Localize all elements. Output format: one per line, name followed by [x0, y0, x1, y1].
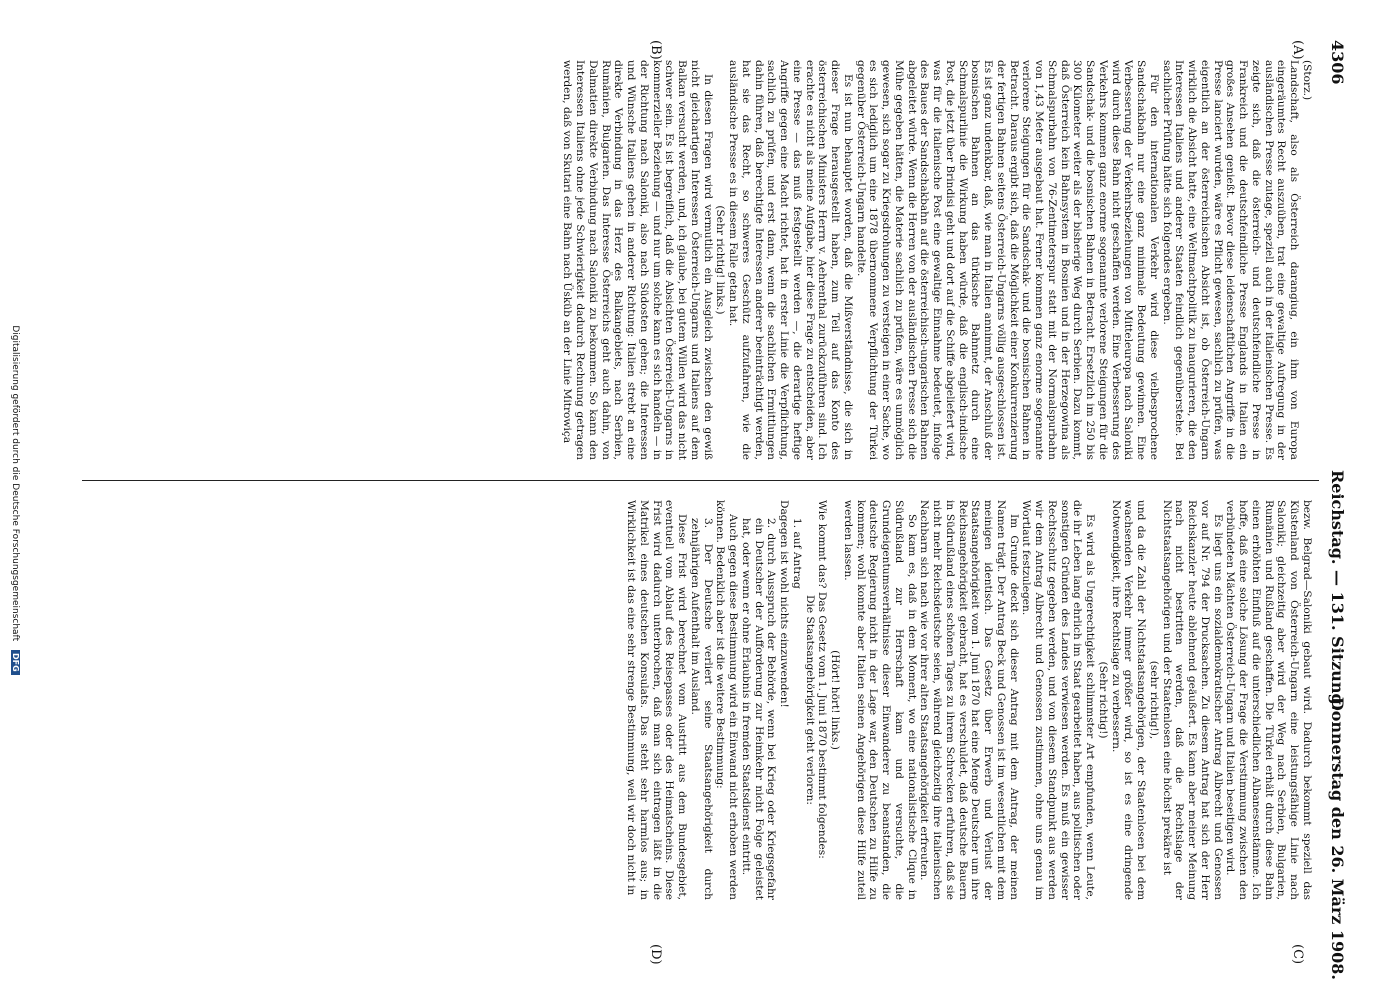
- paragraph: Es wird als Ungerechtigkeit schlimmster Art empfunden, wenn Leute, die ihr Leben lang ehrlich im Staat gearbeitet haben, aus politischen oder sonstigen Gründen des Landes verwiesen werden. Es muß ein gewisser Rechtsschutz gegeben werden, und von diesem Standpunkt aus werden wir dem Antrag Albrecht und Genossen zustimmen, ohne uns genau im Wortlaut festzulegen.: [1020, 500, 1097, 900]
- paragraph: Die Staatsangehörigkeit geht verloren:: [803, 595, 816, 805]
- paragraph: Im Grunde deckt sich dieser Antrag mit dem Antrag, der meinen Namen trägt. Der Antrag Beck und Genossen ist im wesentlichen mit dem meinigen identisch. Das Gesetz über Erwerb und Verlust der Staatsangehörigkeit vom 1. Juni 1870 hat eine Menge Deutscher um ihre Reichsangehörigkeit gebracht, hat es verschuldet, daß deutsche Bauern in Südrußland eines schönen Tages zu ihrem Schrecken erfuhren, daß sie nicht mehr Reichsdeutsche seien, während gleichzeitig ihre italienischen Nachbarn sich nach wie vor ihrer alten Staatsangehörigkeit erfreuten.: [918, 500, 1020, 900]
- paragraph: Es liegt uns ein sozialdemokratischer Antrag Albrecht und Genossen vor auf Nr. 794 der Drucksachen. Zu diesem Antrag hat sich der Herr Reichskanzler heute ablehnend geäußert. Es kann aber meiner Meinung nach nicht bestritten werden, daß die Rechtslage der Nichtstaatsangehörigen und der Staatenlosen eine höchst prekäre ist: [1160, 500, 1224, 900]
- paragraph: 3. Der Deutsche verliert seine Staatsangehörigkeit durch zehnjährigen Aufenthalt im Ausland.: [689, 518, 714, 900]
- paragraph: Landschaft, also als Österreich darangiug, ein ihm von Europa eingeräumtes Recht auszuüben, trat eine gewaltige Aufregung in der ausländischen Presse zutage, speziell auch in der italienischen Presse. Es zeigte sich, daß die österreich- und deutschfeindliche Presse in Frankreich und die deutschfeindliche Presse Englands in Italien ein großes Ansehen genießt. Bevor diese leidenschaftlichen Angriffe in die Presse lanciert wurden, wäre es Pflicht gewesen, sachlich zu prüfen, was eigentlich an der österreichischen Absicht ist, ob Österreich-Ungarn wirklich die Absicht hatte, eine Weltmachtpolitik zu inaugurieren, die den Interessen Italiens und anderer Staaten feindlich gegenüberstehe. Bei sachlicher Prüfung hätte sich folgendes ergeben.: [1160, 60, 1301, 460]
- paragraph: (sehr richtig!),: [1148, 660, 1160, 740]
- margin-mark-b: (B): [648, 40, 663, 60]
- paragraph: bezw. Belgrad—Saloniki gebaut wird. Dadurch bekommt speziell das Küstenland von Österreich-Ungarn eine leistungsfähige Linie nach Saloniki; gleichzeitig aber wird der Weg nach Serbien, Bulgarien, Rumänien und Rußland geschaffen. Die Türkei erhält durch diese Bahn einen erhöhten Einfluß auf die unterschiedlichen Albanesenstämme. Ich hoffe, daß eine solche Lösung der Frage die Verstimmung zwischen den verbündeten Mächten Österreich-Ungarn und Italien beseitigen wird.: [1224, 500, 1313, 900]
- column-divider: [82, 480, 1319, 481]
- left-text-column: [82, 60, 1313, 460]
- paragraph: So kam es, daß in dem Moment, wo eine nationalistische Clique in Südrußland zur Herrschaft kam und versuchte, die Grundeigentumsverhältnisse dieser Einwanderer zu beanstanden, die deutsche Regierung nicht in der Lage war, den Deutschen zu Hilfe zu kommen; wohl konnte aber Italien seinen Angehörigen diese Hilfe zuteil werden lassen.: [842, 500, 918, 900]
- paragraph: Für den internationalen Verkehr wird diese vielbesprochene Sandschakbahn nur eine ganz minimale Bedeutung gewinnen. Eine Verbesserung der Verkehrsbeziehungen von Mitteleuropa nach Saloniki wird durch diese Bahn nicht geschaffen werden. Eine Verbesserung des Verkehrs kommen ganz enorme sogenannte verlorene Steigungen für die Sandschak- und die bosnischen Bahnen in Betracht. Ersetzlich im 250 bis 300 Kilometer weiter als der bisherige Weg durch Serbien. Dazu kommt, daß Österreich kein Bahnsystem in Bosnien und in der Herzegowina als Schmalspurbahn von 76-Zentimeterspur statt mit der Normalspurbahn von 1,43 Meter ausgebaut hat. Ferner kommen ganz enorme sogenannte verlorene Steigungen für die Sandschak- und die bosnischen Bahnen in Betracht. Daraus ergibt sich, daß die Möglichkeit einer Konkurrenzierung der fertigen Bahnen seitens Österreich-Ungarns völlig ausgeschlossen ist. Es ist ganz undenkbar, daß, wie man in Italien annimmt, der Anschluß der bosnischen Bahnen an das türkische Bahnnetz durch eine Schmalspurlinie die Wirkung haben würde, daß die englisch-indische Post, die jetzt über Brindisi geht und dort auf die Schiffe abgeliefert wird, was für die italienische Post eine gewaltige Einnahme bedeutet, infolge des Baues der Sandschakbahn auf die österreichisch-ungarischen Bahnen abgeleitet würde. Wenn die Herren von der ausländischen Presse sich die Mühe gegeben hätten, die Materie sachlich zu prüfen, wäre es unmöglich gewesen, sich sogar zu Kriegsdrohungen zu versteigen in einer Sache, wo es sich lediglich um eine 1878 übernommene Verpflichtung der Türkei gegenüber Österreich-Ungarn handelte.: [854, 60, 1160, 460]
- paragraph: (Hört! hört! links.): [829, 650, 842, 750]
- paragraph: 1. auf Antrag: [791, 518, 803, 589]
- dfg-logo: DFG: [11, 650, 20, 675]
- paragraph: (Storz.): [1301, 60, 1313, 101]
- session-title: Reichstag. — 131. Sitzung.: [1328, 470, 1347, 711]
- paragraph: 2. durch Ausspruch der Behörde, wenn bei Krieg oder Kriegsgefahr ein Deutscher der Aufforderung zur Heimkehr nicht Folge geleistet hat, oder wenn er ohne Erlaubnis in fremden Staatsdienst eintritt.: [740, 518, 778, 900]
- margin-mark-c: (C): [1290, 944, 1305, 965]
- margin-mark-a: (A): [1290, 40, 1305, 60]
- right-text-column: [82, 500, 1313, 900]
- paragraph: Diese Frist wird berechnet vom Austritt aus dem Bundesgebiet, eventuell vom Ablauf des Reisepasses oder des Heimatscheins. Diese Frist wird dadurch unterbrochen, daß man sich eintragen läßt in die Matrikel eines deutschen Konsulats. Das steht sehr harmlos aus; in Wirklichkeit ist das eine sehr strenge Bestimmung, weil wir doch nicht in: [625, 500, 689, 900]
- margin-mark-d: (D): [648, 944, 663, 965]
- page-number: 4306: [1328, 40, 1347, 85]
- paragraph: (Sehr richtig! links.): [714, 205, 727, 315]
- digitization-footer: [6, 0, 20, 1000]
- paragraph: Dagegen ist wohl nichts einzuwenden!: [778, 500, 791, 708]
- paragraph: Auch gegen diese Bestimmung wird ein Einwand nicht erhoben werden können. Bedenklich aber ist die weitere Bestimmung:: [714, 500, 740, 900]
- session-date: Donnerstag den 26. März 1908.: [1328, 696, 1347, 980]
- paragraph: (Sehr richtig!): [1097, 661, 1109, 739]
- page-header: [1319, 40, 1347, 980]
- paragraph: Wie kommt das? Das Gesetz vom 1. Juni 1870 bestimmt folgendes:: [816, 500, 829, 859]
- paragraph: Es ist nun behauptet worden, daß die Mißverständnisse, die sich in dieser Frage herausgestellt haben, zum Teil auf das Konto des österreichischen Ministers Herrn v. Aehrenthal zurückzuführen sind. Ich erachte es nicht als meine Aufgabe, hier diese Frage zu entscheiden, aber eine Presse — das muß festgestellt werden —, die derartige heftige Angriffe gegen eine Macht richtet, hat in erster Linie die Verpflichtung, sachlich zu prüfen, und erst dann, wenn die sachlichen Ermittlungen dahin führen, daß berechtigte Interessen anderer beeinträchtigt werden, hat sie das Recht, so schweres Geschütz aufzufahren, wie die ausländische Presse es in diesem Falle getan hat.: [727, 60, 854, 460]
- paragraph: und da die Zahl der Nichtstaatsangehörigen, der Staatenlosen bei dem wachsenden Verkehr immer größer wird, so ist es eine dringende Notwendigkeit, ihre Rechtslage zu verbessern.: [1109, 500, 1148, 900]
- paragraph: In diesen Fragen wird vermutlich ein Ausgleich zwischen den gewiß nicht gleichartigen Interessen Österreich-Ungarns und Italiens auf dem Balkan versucht werden, und, ich glaube, bei gutem Willen wird das nicht schwer sein. Es ist begreiflich, daß die Absichten Österreich-Ungarns in kommerzieller Beziehung — und nur um solche kann es sich handeln — in der Richtung nach Saloniki, also nach Südosten gehen; die Interessen und Wünsche Italiens gehen in anderer Richtung: Italien strebt an eine direkte Verbindung in das Herz des Balkangebiets, nach Serbien, Rumänien, Bulgarien. Das Interesse Österreichs geht auch dahin, von Dalmatien direkte Verbindung nach Saloniki zu bekommen. So kann den Interessen Italiens ohne jede Schwierigkeit dadurch Rechnung getragen werden, daß von Skutari eine Bahn nach Üsküb an der Linie Mitrowiça: [561, 60, 714, 460]
- footer-credit: Digitalisierung gefördert durch die Deutsche Forschungsgemeinschaft: [10, 325, 20, 642]
